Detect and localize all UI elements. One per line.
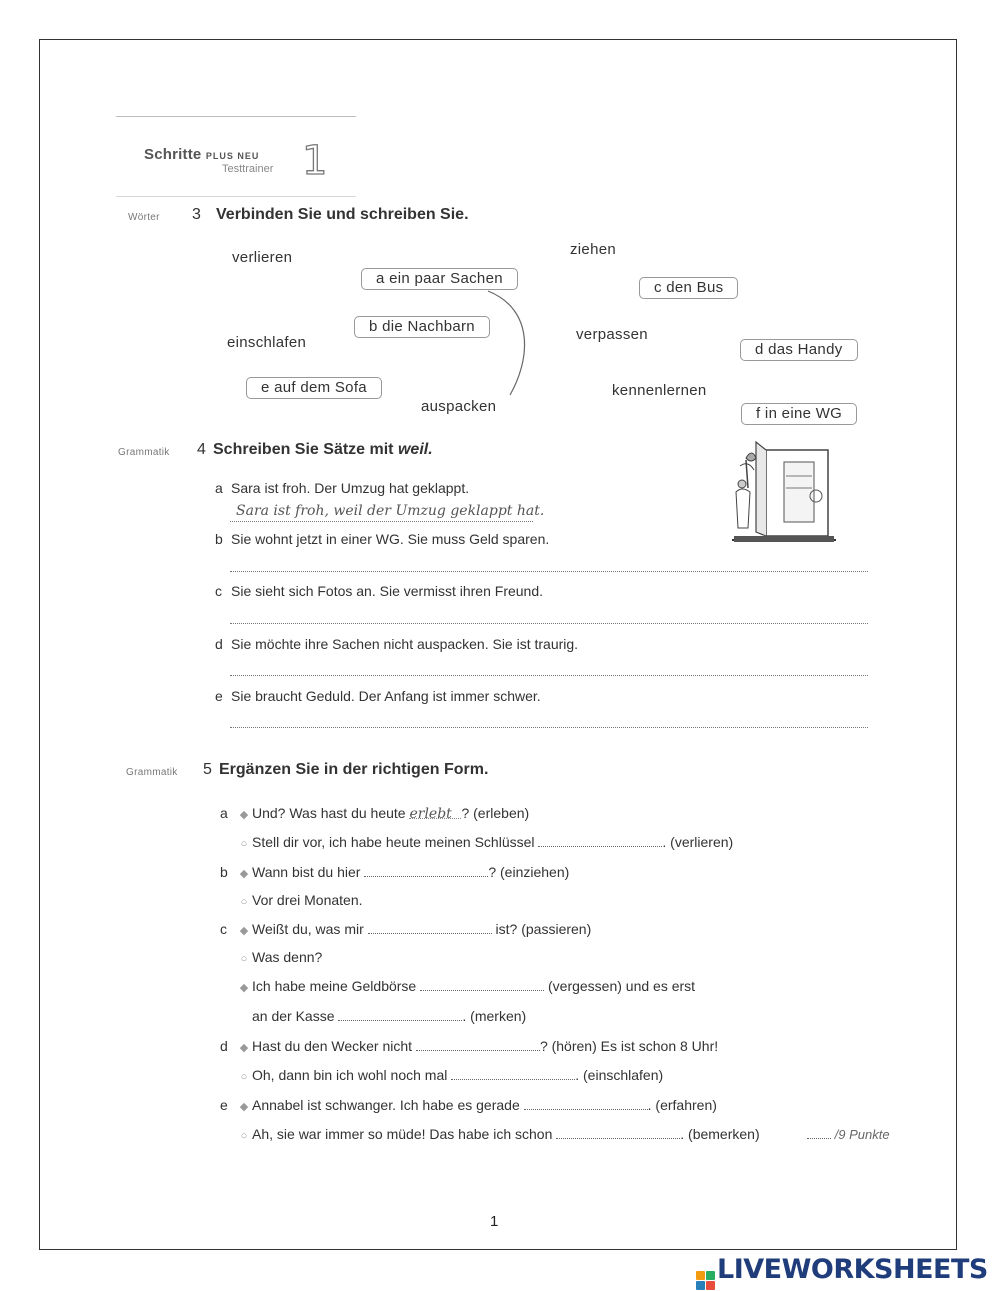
section5-number: 5 [203, 761, 212, 778]
dialog-line-c1: c ◆ Weißt du, was mir ist? (passieren) [220, 921, 592, 937]
task4-item-a: a Sara ist froh. Der Umzug hat geklappt. [215, 480, 470, 496]
section3-category: Wörter [128, 212, 160, 223]
dialog-line-c3: ◆ Ich habe meine Geldbörse (vergessen) und es erst [239, 978, 696, 994]
book-title: Schritte PLUS NEU [144, 146, 260, 163]
answer-input[interactable] [451, 1067, 575, 1080]
section4-number: 4 [197, 441, 206, 458]
task4-item-d: d Sie möchte ihre Sachen nicht auspacken. Sie ist traurig. [215, 636, 579, 652]
liveworksheets-icon [696, 1271, 715, 1290]
section5-title: Ergänzen Sie in der richtigen Form. [219, 761, 489, 778]
verb-word[interactable]: kennenlernen [612, 382, 707, 399]
section4-category: Grammatik [118, 447, 170, 458]
section4-title: Schreiben Sie Sätze mit weil. [213, 441, 433, 458]
answer-input[interactable] [538, 834, 662, 847]
verb-word[interactable]: verpassen [576, 326, 648, 343]
answer-input[interactable] [338, 1008, 462, 1021]
dialog-line-a2: ○ Stell dir vor, ich habe heute meinen Schlüssel . (verlieren) [240, 834, 734, 850]
phrase-box[interactable]: d das Handy [740, 339, 858, 361]
answer-input[interactable] [524, 1097, 648, 1110]
page-number: 1 [490, 1213, 499, 1230]
task4-item-b: b Sie wohnt jetzt in einer WG. Sie muss Geld sparen. [215, 531, 550, 547]
book-subtitle: Testtrainer [222, 163, 274, 175]
verb-word[interactable]: verlieren [232, 249, 293, 266]
phrase-box[interactable]: c den Bus [639, 277, 738, 299]
chapter-number: 1 [302, 138, 328, 184]
verb-word[interactable]: ziehen [570, 241, 617, 258]
dialog-line-e1: e ◆ Annabel ist schwanger. Ich habe es gerade . (erfahren) [220, 1097, 717, 1113]
dialog-line-c4: an der Kasse . (merken) [252, 1008, 527, 1024]
verb-word[interactable]: auspacken [421, 398, 497, 415]
answer-input[interactable] [230, 675, 868, 676]
answer-input[interactable] [364, 864, 488, 877]
answer-filled[interactable]: erlebt [409, 806, 461, 819]
dialog-line-e2: ○ Ah, sie war immer so müde! Das habe ich schon . (bemerken) [240, 1126, 760, 1142]
answer-input[interactable] [368, 921, 492, 934]
answer-line [230, 521, 533, 522]
answer-input[interactable] [230, 727, 868, 728]
dialog-line-b2: ○ Vor drei Monaten. [240, 892, 363, 908]
header-rule [116, 196, 356, 197]
phrase-box[interactable]: b die Nachbarn [354, 316, 490, 338]
section3-number: 3 [192, 206, 201, 223]
dialog-line-d2: ○ Oh, dann bin ich wohl noch mal . (einschlafen) [240, 1067, 664, 1083]
answer-input[interactable] [230, 623, 868, 624]
dialog-line-c2: ○ Was denn? [240, 949, 323, 965]
answer-input[interactable] [230, 571, 868, 572]
example-answer: Sara ist froh, weil der Umzug geklappt hat. [236, 503, 545, 519]
connection-line [480, 285, 540, 405]
phrase-box[interactable]: e auf dem Sofa [246, 377, 382, 399]
task4-item-c: c Sie sieht sich Fotos an. Sie vermisst ihren Freund. [215, 583, 544, 599]
liveworksheets-logo: LIVEWORKSHEETS [696, 1254, 988, 1290]
phrase-box[interactable]: a ein paar Sachen [361, 268, 518, 290]
verb-word[interactable]: einschlafen [227, 334, 307, 351]
answer-input[interactable] [556, 1126, 680, 1139]
section5-category: Grammatik [126, 767, 178, 778]
dialog-line-d1: d ◆ Hast du den Wecker nicht ? (hören) Es ist schon 8 Uhr! [220, 1038, 719, 1054]
answer-input[interactable] [416, 1038, 540, 1051]
header-rule [116, 116, 356, 117]
section3-title: Verbinden Sie und schreiben Sie. [216, 206, 469, 223]
points-total: /9 Punkte [807, 1127, 890, 1142]
answer-input[interactable] [420, 978, 544, 991]
dialog-line-a1: a ◆ Und? Was hast du heute erlebt ? (erleben) [220, 805, 530, 822]
phrase-box[interactable]: f in eine WG [741, 403, 857, 425]
moving-wardrobe-illustration [728, 436, 840, 548]
task4-item-e: e Sie braucht Geduld. Der Anfang ist immer schwer. [215, 688, 541, 704]
dialog-line-b1: b ◆ Wann bist du hier ? (einziehen) [220, 864, 570, 880]
